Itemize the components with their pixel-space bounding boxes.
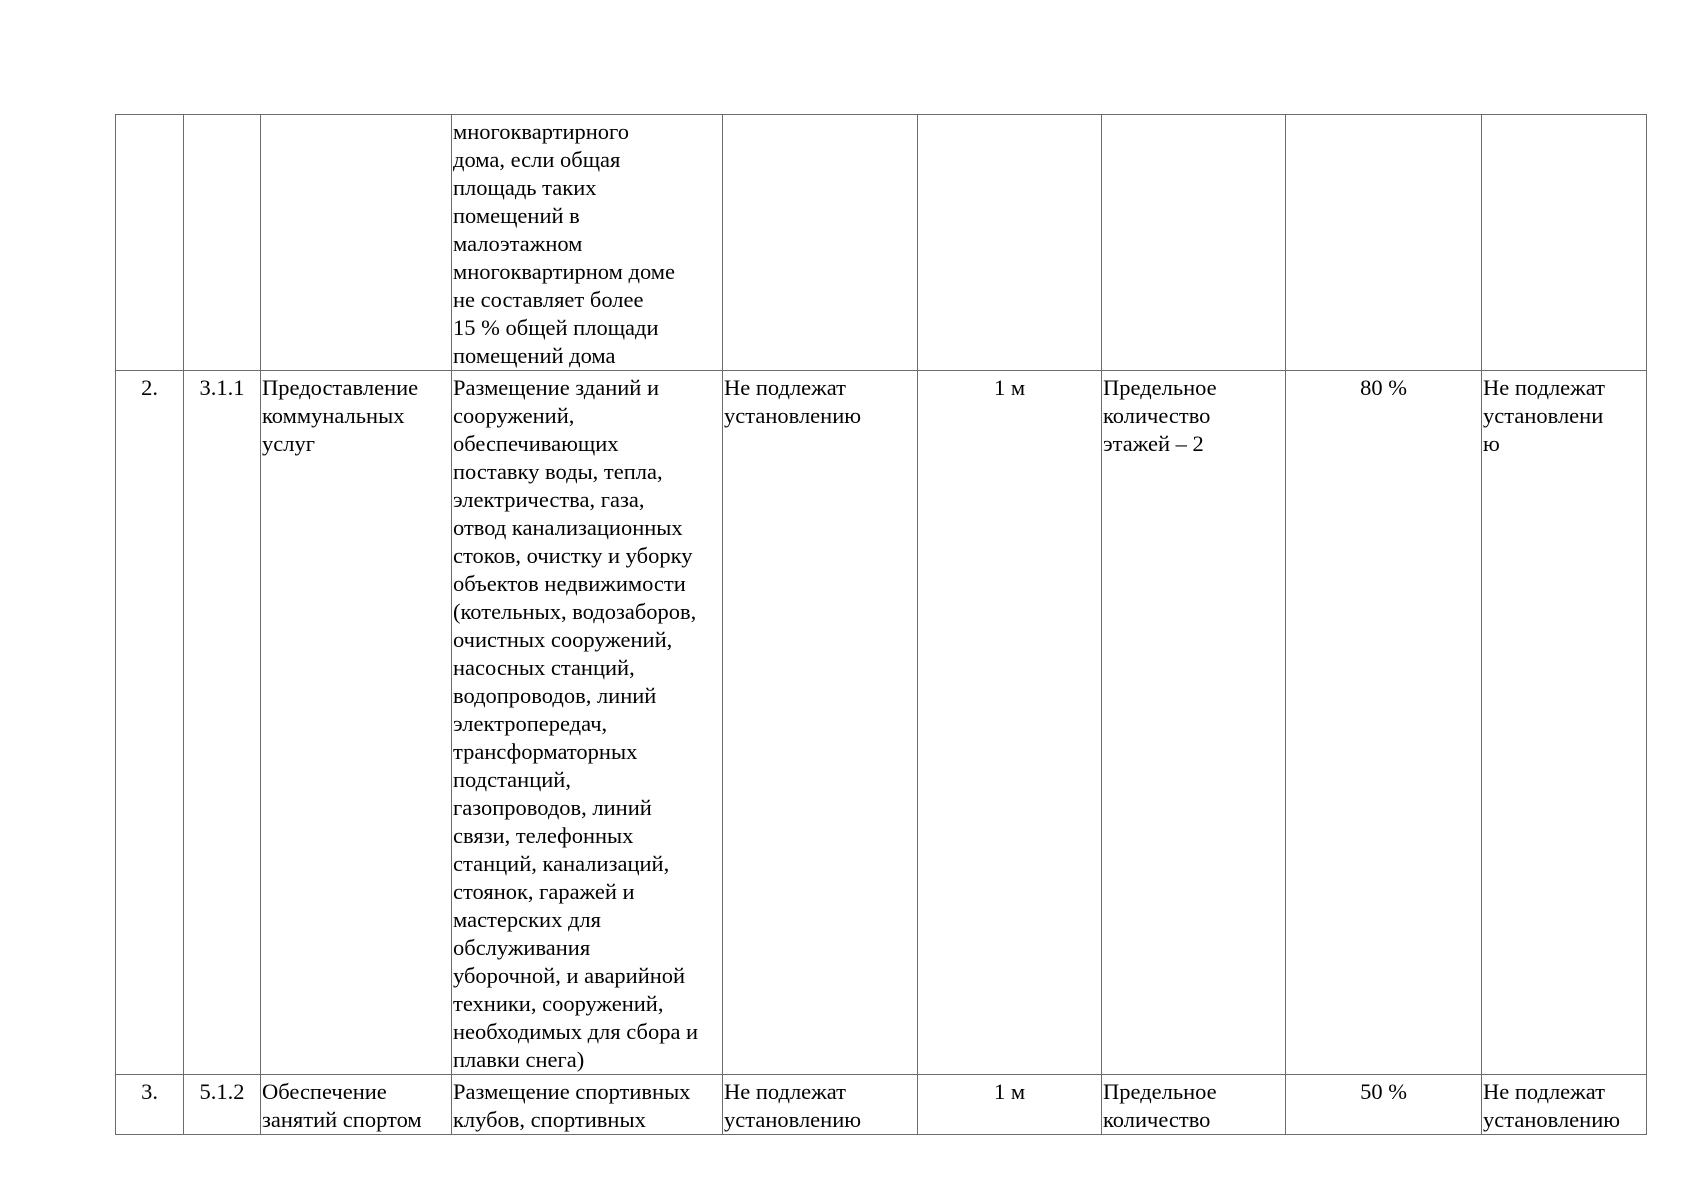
setback-cell: 1 м: [918, 371, 1102, 1075]
setback-cell: [918, 115, 1102, 371]
use-name-cell: Предоставление коммунальных услуг: [261, 371, 452, 1075]
column-9-cell: Не подлежат установлени ю: [1482, 371, 1647, 1075]
row-number-cell: [116, 115, 184, 371]
code-cell: [184, 115, 261, 371]
floors-cell: Предельное количество этажей – 2: [1102, 371, 1286, 1075]
column-5-cell: Не подлежат установлению: [723, 1075, 918, 1135]
code-cell: 5.1.2: [184, 1075, 261, 1135]
regulations-table: [115, 114, 1647, 1135]
row-number-cell: 3.: [116, 1075, 184, 1135]
column-5-cell: Не подлежат установлению: [723, 371, 918, 1075]
column-9-cell: [1482, 115, 1647, 371]
row-number-cell: 2.: [116, 371, 184, 1075]
use-name-cell: Обеспечение занятий спортом: [261, 1075, 452, 1135]
use-name-cell: [261, 115, 452, 371]
description-cell: Размещение спортивных клубов, спортивных: [452, 1075, 723, 1135]
floors-cell: [1102, 115, 1286, 371]
coverage-cell: 50 %: [1286, 1075, 1482, 1135]
table-row: [116, 115, 1647, 371]
column-9-cell: Не подлежат установлению: [1482, 1075, 1647, 1135]
coverage-cell: 80 %: [1286, 371, 1482, 1075]
code-cell: 3.1.1: [184, 371, 261, 1075]
floors-cell: Предельное количество: [1102, 1075, 1286, 1135]
column-5-cell: [723, 115, 918, 371]
table-row: [116, 371, 1647, 1075]
description-cell: многоквартирного дома, если общая площадь таких помещений в малоэтажном многоквартирном доме не составляет более 15 % общей площади помещений дома: [452, 115, 723, 371]
table-row: [116, 1075, 1647, 1135]
description-cell: Размещение зданий и сооружений, обеспечивающих поставку воды, тепла, электричества, газа, отвод канализационных стоков, очистку и уборку объектов недвижимости (котельных, водозаборов, очистных сооружений, насосных станций, водопроводов, линий электропередач, трансформаторных подстанций, газопроводов, линий связи, телефонных станций, канализаций, стоянок, гаражей и мастерских для обслуживания уборочной, и аварийной техники, сооружений, необходимых для сбора и плавки снега): [452, 371, 723, 1075]
setback-cell: 1 м: [918, 1075, 1102, 1135]
coverage-cell: [1286, 115, 1482, 371]
